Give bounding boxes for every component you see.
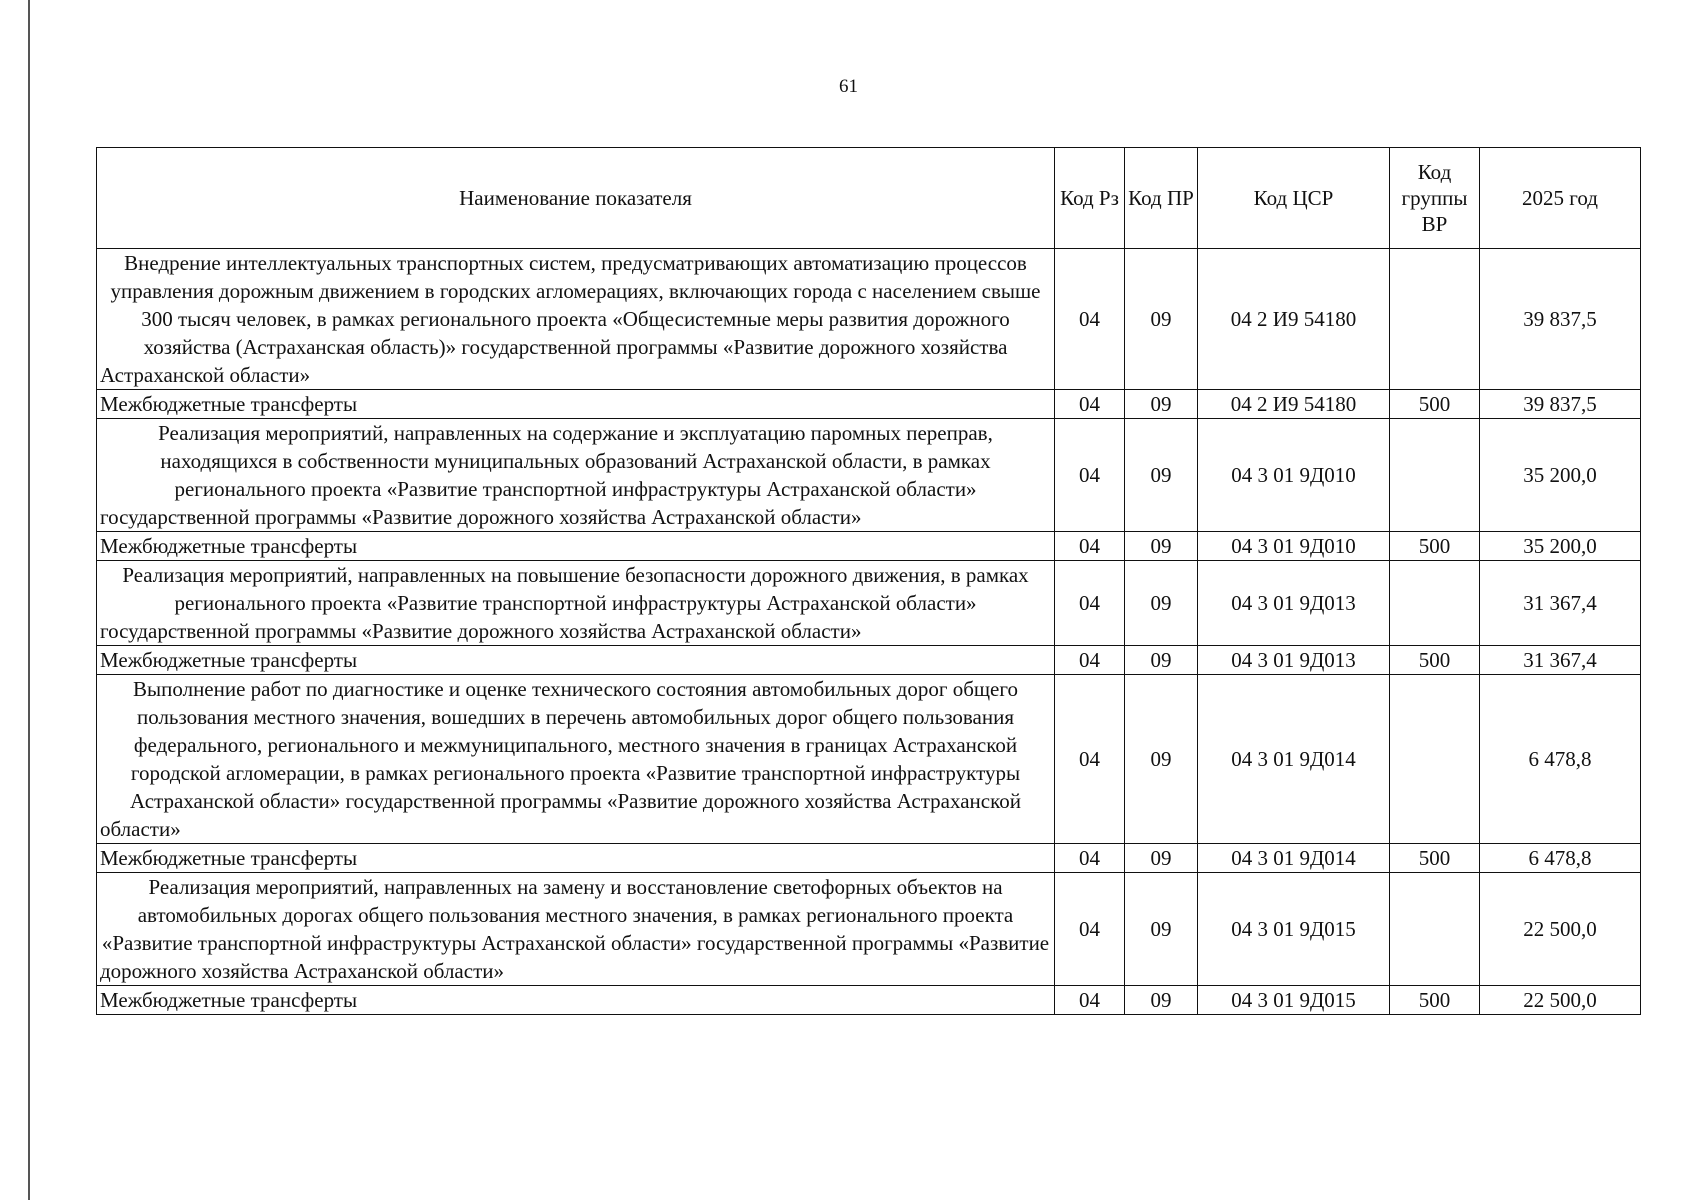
row-value: 35 200,0 <box>1480 532 1641 561</box>
row-value: 35 200,0 <box>1480 419 1641 532</box>
row-value: 22 500,0 <box>1480 873 1641 986</box>
row-vr <box>1390 873 1480 986</box>
row-vr: 500 <box>1390 390 1480 419</box>
row-vr: 500 <box>1390 532 1480 561</box>
table-row <box>97 646 1641 675</box>
row-csr: 04 3 01 9Д015 <box>1198 986 1390 1015</box>
row-value: 39 837,5 <box>1480 249 1641 390</box>
row-csr: 04 3 01 9Д013 <box>1198 561 1390 646</box>
row-pr: 09 <box>1125 986 1198 1015</box>
row-csr: 04 2 И9 54180 <box>1198 249 1390 390</box>
table-row <box>97 561 1641 646</box>
row-vr <box>1390 249 1480 390</box>
row-name: Реализация мероприятий, направленных на замену и восстановление светофорных объектов на автомобильных дорогах общего пользования местного значения, в рамках регионального проекта «Развитие транспортной инфраструктуры Астраханской области» государственной программы «Развитие дорожного хозяйства Астраханской области» <box>97 873 1055 986</box>
table-row <box>97 390 1641 419</box>
row-rz: 04 <box>1055 844 1125 873</box>
row-rz: 04 <box>1055 419 1125 532</box>
row-vr <box>1390 675 1480 844</box>
row-rz: 04 <box>1055 646 1125 675</box>
row-name: Реализация мероприятий, направленных на повышение безопасности дорожного движения, в рамках регионального проекта «Развитие транспортной инфраструктуры Астраханской области» государственной программы «Развитие дорожного хозяйства Астраханской области» <box>97 561 1055 646</box>
table-body <box>97 249 1641 1015</box>
row-rz: 04 <box>1055 675 1125 844</box>
row-csr: 04 3 01 9Д010 <box>1198 419 1390 532</box>
row-csr: 04 2 И9 54180 <box>1198 390 1390 419</box>
header-csr: Код ЦСР <box>1198 148 1390 249</box>
header-pr: Код ПР <box>1125 148 1198 249</box>
row-csr: 04 3 01 9Д014 <box>1198 675 1390 844</box>
table-row <box>97 675 1641 844</box>
table-row <box>97 873 1641 986</box>
row-pr: 09 <box>1125 249 1198 390</box>
table-row <box>97 532 1641 561</box>
row-pr: 09 <box>1125 561 1198 646</box>
row-vr <box>1390 561 1480 646</box>
row-name: Межбюджетные трансферты <box>97 646 1055 675</box>
row-value: 6 478,8 <box>1480 844 1641 873</box>
row-vr: 500 <box>1390 844 1480 873</box>
row-pr: 09 <box>1125 675 1198 844</box>
row-name: Межбюджетные трансферты <box>97 844 1055 873</box>
table-row <box>97 249 1641 390</box>
header-vr: Код группы ВР <box>1390 148 1480 249</box>
row-rz: 04 <box>1055 390 1125 419</box>
table-row <box>97 986 1641 1015</box>
row-vr <box>1390 419 1480 532</box>
row-name: Межбюджетные трансферты <box>97 986 1055 1015</box>
header-rz: Код Рз <box>1055 148 1125 249</box>
table-row <box>97 844 1641 873</box>
row-pr: 09 <box>1125 390 1198 419</box>
row-name: Выполнение работ по диагностике и оценке технического состояния автомобильных дорог общего пользования местного значения, вошедших в перечень автомобильных дорог общего пользования федерального, регионального и межмуниципального, местного значения в границах Астраханской городской агломерации, в рамках регионального проекта «Развитие транспортной инфраструктуры Астраханской области» государственной программы «Развитие дорожного хозяйства Астраханской области» <box>97 675 1055 844</box>
table-row <box>97 419 1641 532</box>
row-vr: 500 <box>1390 986 1480 1015</box>
row-rz: 04 <box>1055 532 1125 561</box>
page-left-border <box>28 0 30 1200</box>
row-rz: 04 <box>1055 986 1125 1015</box>
row-value: 22 500,0 <box>1480 986 1641 1015</box>
row-name: Межбюджетные трансферты <box>97 390 1055 419</box>
header-year: 2025 год <box>1480 148 1641 249</box>
row-name: Внедрение интеллектуальных транспортных систем, предусматривающих автоматизацию процессов управления дорожным движением в городских агломерациях, включающих города с населением свыше 300 тысяч человек, в рамках регионального проекта «Общесистемные меры развития дорожного хозяйства (Астраханская область)» государственной программы «Развитие дорожного хозяйства Астраханской области» <box>97 249 1055 390</box>
row-pr: 09 <box>1125 873 1198 986</box>
row-csr: 04 3 01 9Д014 <box>1198 844 1390 873</box>
row-csr: 04 3 01 9Д015 <box>1198 873 1390 986</box>
table-header <box>97 148 1641 249</box>
row-rz: 04 <box>1055 873 1125 986</box>
row-name: Реализация мероприятий, направленных на содержание и эксплуатацию паромных переправ, находящихся в собственности муниципальных образований Астраханской области, в рамках регионального проекта «Развитие транспортной инфраструктуры Астраханской области» государственной программы «Развитие дорожного хозяйства Астраханской области» <box>97 419 1055 532</box>
row-pr: 09 <box>1125 532 1198 561</box>
row-value: 31 367,4 <box>1480 646 1641 675</box>
row-name: Межбюджетные трансферты <box>97 532 1055 561</box>
row-rz: 04 <box>1055 249 1125 390</box>
header-row <box>97 148 1641 249</box>
row-value: 39 837,5 <box>1480 390 1641 419</box>
row-pr: 09 <box>1125 646 1198 675</box>
budget-table <box>96 147 1641 1015</box>
row-csr: 04 3 01 9Д010 <box>1198 532 1390 561</box>
row-value: 31 367,4 <box>1480 561 1641 646</box>
page-number: 61 <box>839 76 858 97</box>
row-pr: 09 <box>1125 844 1198 873</box>
row-pr: 09 <box>1125 419 1198 532</box>
header-name: Наименование показателя <box>97 148 1055 249</box>
row-value: 6 478,8 <box>1480 675 1641 844</box>
row-rz: 04 <box>1055 561 1125 646</box>
row-vr: 500 <box>1390 646 1480 675</box>
row-csr: 04 3 01 9Д013 <box>1198 646 1390 675</box>
